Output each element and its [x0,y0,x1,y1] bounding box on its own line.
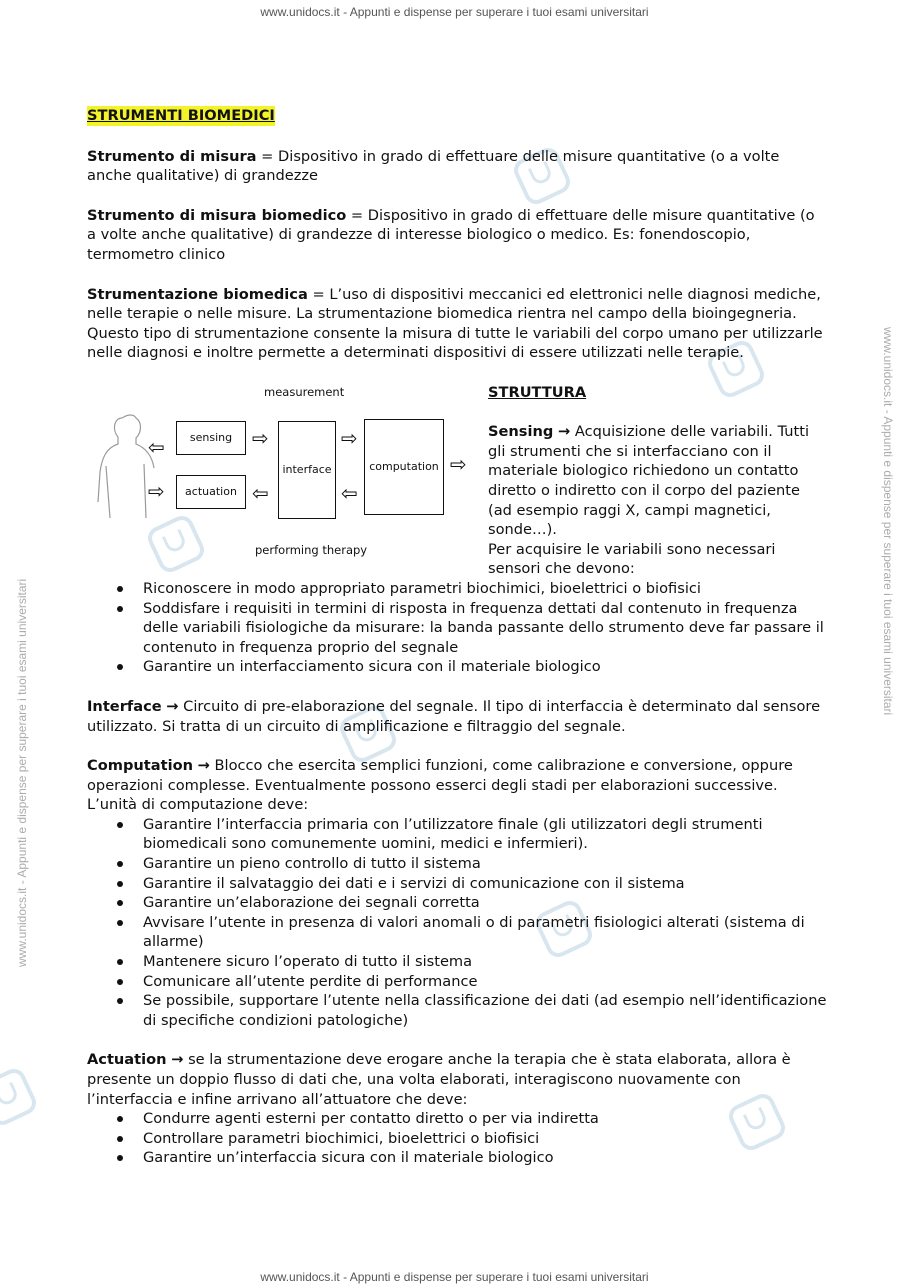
arrow-right-icon: ⇨ [148,478,165,503]
list-item: Condurre agenti esterni per contatto diretto o per via indiretta [87,1109,827,1129]
actuation-paragraph: Actuation → se la strumentazione deve erogare anche la terapia che è stata elaborata, allora è presente un doppio flusso di dati che, una volta elaborati, interagiscono nuovamente con l’interfaccia e infine arrivano all’attuatore che deve: [87,1051,791,1108]
arrow-left-icon: ⇦ [341,480,358,505]
computation-paragraph: Computation → Blocco che esercita semplici funzioni, come calibrazione e conversione, oppure operazioni complesse. Eventualmente possono esserci degli stadi per elaborazioni successive. L’unità di computazione deve: [87,757,793,814]
definition-strumento-biomedico: Strumento di misura biomedico = Dispositivo in grado di effettuare delle misure quantitative (o a volte anche qualitative) di grandezze di interesse biologico o medico. Es: fonendoscopio, termometro clinico [87,206,815,263]
list-item: Avvisare l’utente in presenza di valori anomali o di parametri fisiologici alterati (sistema di allarme) [87,913,827,952]
struttura-heading: STRUTTURA [488,383,587,401]
structure-section [87,383,827,579]
document-body [87,106,827,1188]
watermark-left: www.unidocs.it - Appunti e dispense per superare i tuoi esami universitari [15,578,29,967]
label-measurement: measurement [264,384,345,399]
sensing-block: sensing [176,421,246,455]
arrow-left-icon: ⇦ [148,434,165,459]
list-item: Garantire un’elaborazione dei segnali corretta [87,893,827,913]
arrow-right-icon: ⇨ [341,425,358,450]
actuation-block: actuation [176,475,246,509]
human-figure-icon [92,410,167,520]
arrow-icon: → [197,757,210,775]
arrow-icon: → [171,1051,184,1069]
list-item: Controllare parametri biochimici, bioelettrici o biofisici [87,1129,827,1149]
list-item: Garantire un interfacciamento sicura con il materiale biologico [87,657,827,677]
struttura-column [488,383,828,579]
watermark-bottom: www.unidocs.it - Appunti e dispense per superare i tuoi esami universitari [260,1270,649,1284]
arrow-icon: → [166,697,179,715]
list-item: Comunicare all’utente perdite di performance [87,972,827,992]
sensori-intro: Per acquisire le variabili sono necessari sensori che devono: [488,540,776,578]
list-item: Garantire un’interfaccia sicura con il materiale biologico [87,1148,827,1168]
list-item: Soddisfare i requisiti in termini di risposta in frequenza dettati dal contenuto in frequenza delle variabili fisiologiche da misurare: la banda passante dello strumento deve far passare il contenuto in frequenza proprio del segnale [87,599,827,658]
arrow-right-icon: ⇨ [450,451,467,476]
computation-block: computation [364,419,444,515]
arrow-left-icon: ⇦ [252,480,269,505]
list-item: Se possibile, supportare l’utente nella classificazione dei dati (ad esempio nell’identificazione di specifiche condizioni patologiche) [87,991,827,1030]
definition-strumento: Strumento di misura = Dispositivo in grado di effettuare delle misure quantitative (o a volte anche qualitative) di grandezze [87,147,780,185]
arrow-icon: → [557,423,571,441]
block-diagram [87,383,482,573]
list-item: Garantire un pieno controllo di tutto il sistema [87,854,827,874]
watermark-logo-icon [0,1065,40,1129]
interface-block: interface [278,421,336,519]
list-item: Mantenere sicuro l’operato di tutto il sistema [87,952,827,972]
list-item: Garantire il salvataggio dei dati e i servizi di comunicazione con il sistema [87,874,827,894]
list-item: Garantire l’interfaccia primaria con l’utilizzatore finale (gli utilizzatori degli strumenti biomedicali sono comunemente uomini, medici e infermieri). [87,815,827,854]
sensing-paragraph: Sensing → Acquisizione delle variabili. Tutti gli strumenti che si interfacciano con il materiale biologico richiedono un contatto diretto o indiretto con il corpo del paziente (ad esempio raggi X, campi magnetici, sonde…). [488,423,810,539]
watermark-right: www.unidocs.it - Appunti e dispense per superare i tuoi esami universitari [881,327,895,716]
arrow-right-icon: ⇨ [252,425,269,450]
label-performing-therapy: performing therapy [255,542,368,557]
page-title: STRUMENTI BIOMEDICI [87,107,275,124]
definition-strumentazione: Strumentazione biomedica = L’uso di dispositivi meccanici ed elettronici nelle diagnosi mediche, nelle terapie o nelle misure. La strumentazione biomedica rientra nel campo della bioingegneria. Questo tipo di strumentazione consente la misura di tutte le variabili del corpo umano per utilizzarle nelle diagnosi e inoltre permette a determinati dispositivi di essere utilizzati nelle terapie. [87,285,823,362]
actuation-list [87,1109,827,1168]
sensing-list [87,579,827,677]
list-item: Riconoscere in modo appropriato parametri biochimici, bioelettrici o biofisici [87,579,827,599]
interface-paragraph: Interface → Circuito di pre-elaborazione del segnale. Il tipo di interfaccia è determinato dal sensore utilizzato. Si tratta di un circuito di amplificazione e filtraggio del segnale. [87,697,821,735]
computation-list [87,815,827,1031]
watermark-top: www.unidocs.it - Appunti e dispense per superare i tuoi esami universitari [260,5,649,19]
